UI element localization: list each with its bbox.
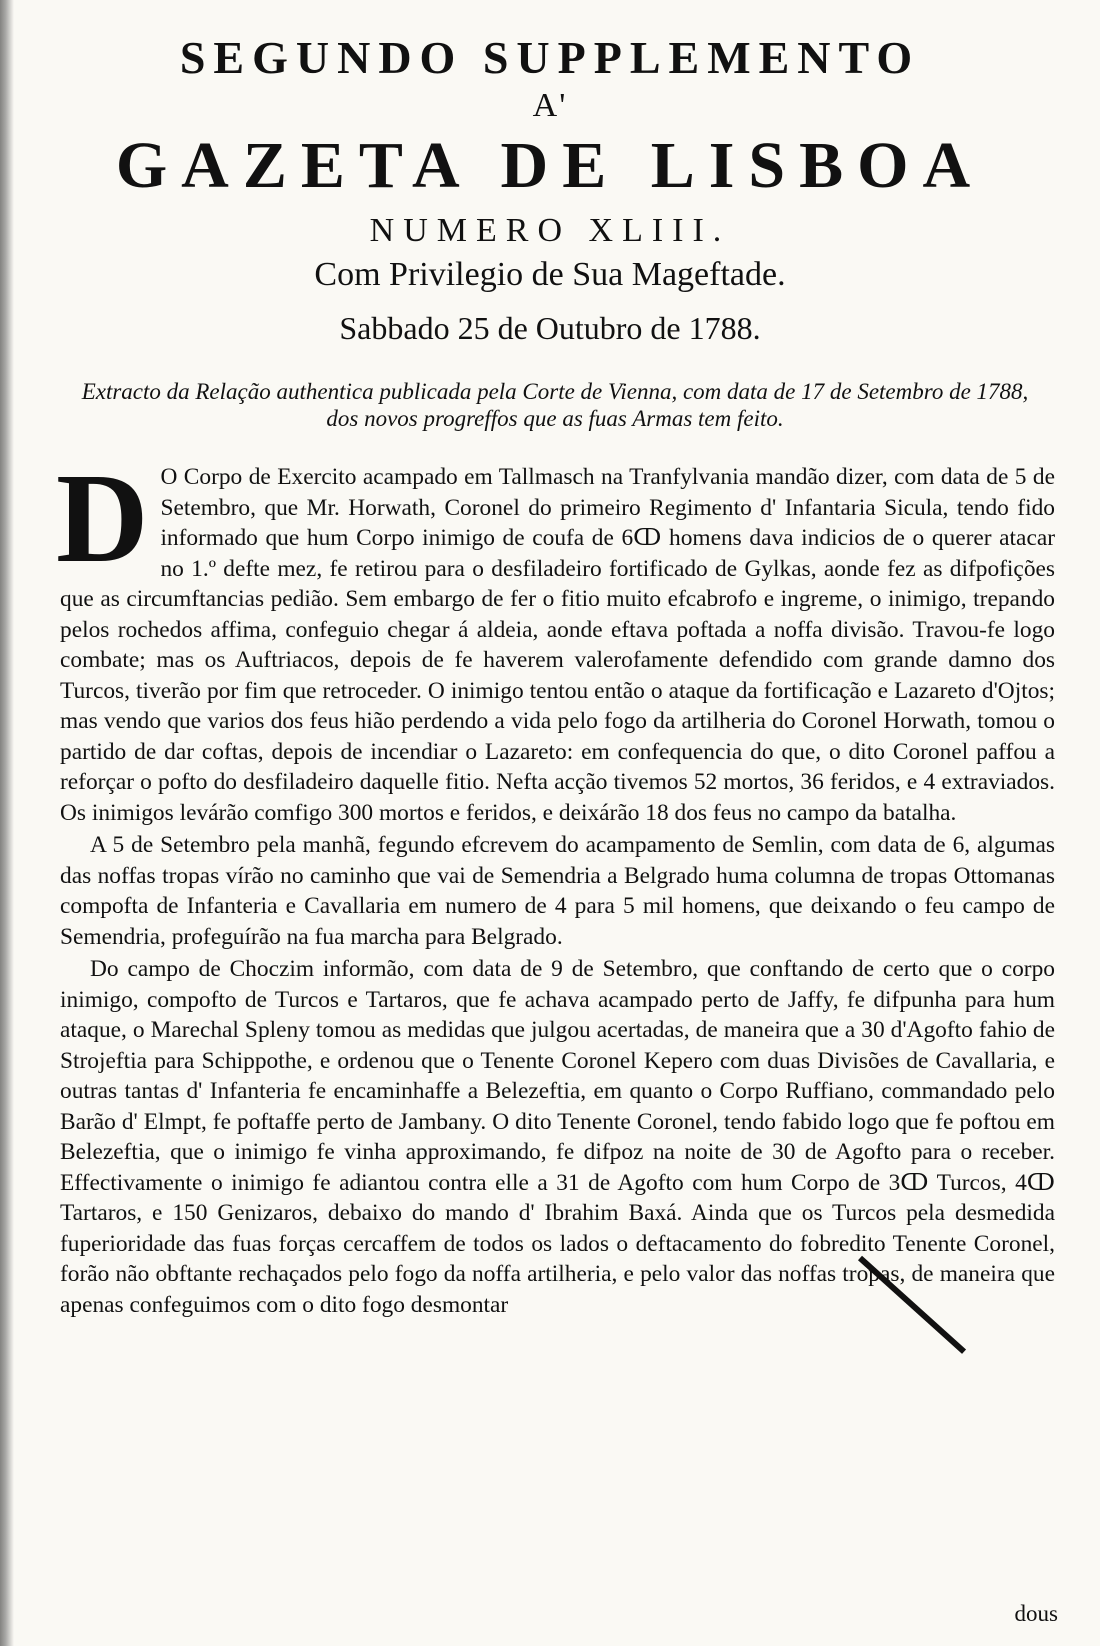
paragraph-3: Do campo de Choczim informão, com data de 9 de Setembro, que conftando de certo que o corpo inimigo, compofto de Turcos e Tartaros, que fe achava acampado perto de Jaffy, fe difpunha para hum ataque, o Marechal Spleny tomou as medidas que julgou acertadas, de maneira que a 30 d'Agofto fahio de Strojeftia para Schippothe, e ordenou que o Tenente Coronel Kepero com duas Divisões de Cavallaria, e outras tantas d' Infanteria fe encaminhaffe a Belezeftia, em quanto o Corpo Ruffiano, commandado pelo Barão d' Elmpt, fe poftaffe perto de Jambany. O dito Tenente Coronel, tendo fabido logo que fe poftou em Belezeftia, que o inimigo fe vinha approximando, fe difpoz na noite de 30 de Agofto para o receber. Effectivamente o inimigo fe adiantou contra elle a 31 de Agofto com hum Corpo de 3ↀ Turcos, 4ↀ Tartaros, e 150 Genizaros, debaixo do mando d' Ibrahim Baxá. Ainda que os Turcos pela desmedida fuperioridade das fuas forças cercaffem de todos os lados o deftacamento do fobredito Tenente Coronel, forão não obftante rechaçados pelo fogo da noffa artilheria, e pelo valor das noffas tropas, de maneira que apenas confeguimos com o dito fogo desmontar (60, 956, 1055, 1318)
article-intro: Extracto da Relação authentica publicada pela Corte de Vienna, com data de 17 de Setembro de 1788, dos novos progreffos que as fuas Armas tem feito. (81, 379, 1029, 431)
masthead (40, 30, 1060, 348)
masthead-preposition: A' (532, 87, 568, 124)
article-body (56, 447, 1055, 1322)
supplement-title: SEGUNDO SUPPLEMENTO (179, 32, 921, 83)
privilege-line: Com Privilegio de Sua Mageftade. (314, 256, 786, 293)
paragraph-1-text: O Corpo de Exercito acampado em Tallmasch na Tranfylvania mandão dizer, com data de 5 de Setembro, que Mr. Horwath, Coronel do primeiro Regimento d' Infantaria Sicula, tendo fido informado que hum Corpo inimigo de coufa de 6ↀ homens dava indicios de o querer atacar no 1.º defte mez, fe retirou para o desfiladeiro fortificado de Gylkas, aonde fez as difpofições que as circumftancias pedião. Sem embargo de fer o fitio muito efcabrofo e ingreme, o inimigo, trepando pelos rochedos affima, confeguio chegar á aldeia, aonde eftava poftada a noffa divisão. Travou-fe logo combate; mas os Auftriacos, depois de fe haverem valerofamente defendido com grande damno dos Turcos, tiverão por fim que retroceder. O inimigo tentou então o ataque da fortificação e Lazareto d'Ojtos; mas vendo que varios dos feus hião perdendo a vida pelo fogo da artilheria do Coronel Horwath, tomou o partido de dar coftas, depois de incendiar o Lazareto: em confequencia do que, o dito Coronel paffou a reforçar o pofto do desfiladeiro daquelle fitio. Nefta acção tivemos 52 mortos, 36 feridos, e 4 extraviados. Os inimigos levárão comfigo 300 mortos e feridos, e deixárão 18 dos feus no campo da batalha. (60, 464, 1055, 826)
scan-edge-shadow (0, 0, 14, 1646)
paragraph-1 (56, 447, 1055, 828)
paragraph-2: A 5 de Setembro pela manhã, fegundo efcrevem do acampamento de Semlin, com data de 6, algumas das noffas tropas vírão no caminho que vai de Semendria a Belgrado huma columna de tropas Ottomanas compofta de Infanteria e Cavallaria em numero de 4 para 5 mil homens, que deixando o feu campo de Semendria, profeguírão na fua marcha para Belgrado. (60, 832, 1055, 950)
newspaper-title: GAZETA DE LISBOA (115, 129, 985, 202)
issue-number: NUMERO XLIII. (369, 212, 731, 249)
drop-cap: D (56, 447, 149, 589)
catchword: dous (1014, 1601, 1058, 1626)
issue-date: Sabbado 25 de Outubro de 1788. (339, 310, 761, 346)
